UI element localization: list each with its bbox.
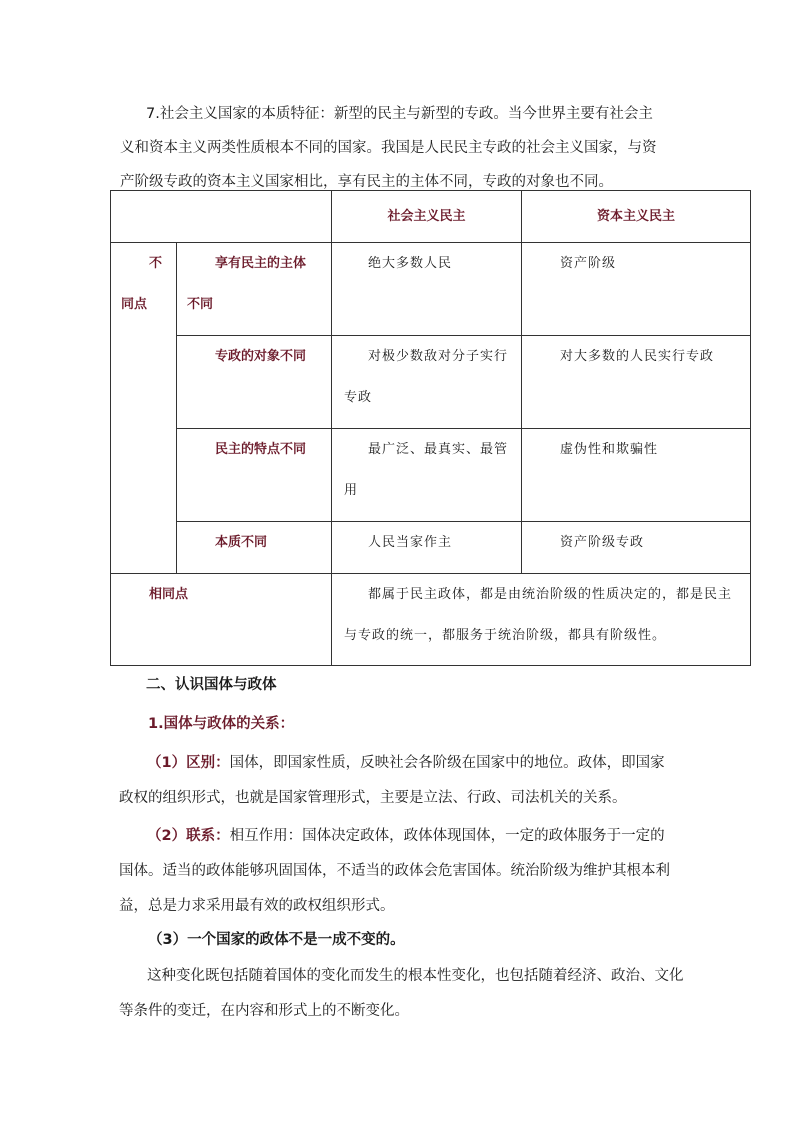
group-label-line-1: 不	[149, 256, 163, 271]
difference-label: （1）区别：	[147, 755, 230, 771]
comparison-table	[110, 190, 751, 666]
header-empty-cell	[111, 191, 332, 243]
cell-socialist: 对极少数敌对分子实行专政	[332, 336, 522, 429]
row-label-line-1: 本质不同	[215, 535, 268, 550]
row-label	[177, 429, 332, 522]
row-label-line-1: 民主的特点不同	[215, 442, 307, 457]
paragraph-connection	[119, 819, 679, 924]
table-row	[111, 336, 751, 429]
row-label-line-1: 享有民主的主体	[215, 256, 307, 271]
differences-group-label	[111, 243, 177, 574]
table-row	[111, 522, 751, 574]
cell-capitalist: 对大多数的人民实行专政	[522, 336, 751, 429]
header-socialist: 社会主义民主	[332, 191, 522, 243]
same-label: 相同点	[111, 574, 332, 666]
table-row	[111, 243, 751, 336]
paragraph-change: 这种变化既包括随着国体的变化而发生的根本性变化，也包括随着经济、政治、文化等条件的变迁，在内容和形式上的不断变化。	[119, 968, 684, 1019]
row-label-line-2: 不同	[187, 297, 214, 312]
paragraph-difference	[119, 746, 679, 816]
same-text: 都属于民主政体，都是由统治阶级的性质决定的，都是民主与专政的统一，都服务于统治阶级，都具有阶级性。	[332, 574, 751, 666]
intro-line-2: 义和资本主义两类性质根本不同的国家。我国是人民民主专政的社会主义国家，与资	[120, 140, 657, 156]
cell-socialist: 人民当家作主	[332, 522, 522, 574]
cell-capitalist: 虚伪性和欺骗性	[522, 429, 751, 522]
row-label-line-1: 专政的对象不同	[215, 349, 307, 364]
intro-line-3: 产阶级专政的资本主义国家相比，享有民主的主体不同，专政的对象也不同。	[120, 174, 613, 190]
cell-capitalist: 资产阶级专政	[522, 522, 751, 574]
cell-socialist: 最广泛、最真实、最管用	[332, 429, 522, 522]
connection-label: （2）联系：	[147, 828, 230, 844]
difference-text: 国体，即国家性质，反映社会各阶级在国家中的地位。政体，即国家政权的组织形式，也就是国家管理形式，主要是立法、行政、司法机关的关系。	[119, 755, 665, 806]
table-header-row	[111, 191, 751, 243]
table-row-same	[111, 574, 751, 666]
cell-socialist: 绝大多数人民	[332, 243, 522, 336]
connection-text: 相互作用：国体决定政体，政体体现国体，一定的政体服务于一定的国体。适当的政体能够巩固国体，不适当的政体会危害国体。统治阶级为维护其根本利益，总是力求采用最有效的政权组织形式。	[119, 828, 670, 914]
intro-paragraph	[120, 97, 700, 199]
table-row	[111, 429, 751, 522]
header-capitalist: 资本主义民主	[522, 191, 751, 243]
section-heading: 二、认识国体与政体	[146, 677, 277, 693]
subheading-relationship: 1.国体与政体的关系：	[148, 716, 295, 732]
intro-line-1: 7.社会主义国家的本质特征：新型的民主与新型的专政。当今世界主要有社会主	[146, 106, 653, 122]
paragraph-not-fixed: （3）一个国家的政体不是一成不变的。	[148, 932, 405, 948]
group-label-line-2: 同点	[121, 297, 148, 312]
row-label	[177, 243, 332, 336]
cell-capitalist: 资产阶级	[522, 243, 751, 336]
row-label	[177, 522, 332, 574]
row-label	[177, 336, 332, 429]
